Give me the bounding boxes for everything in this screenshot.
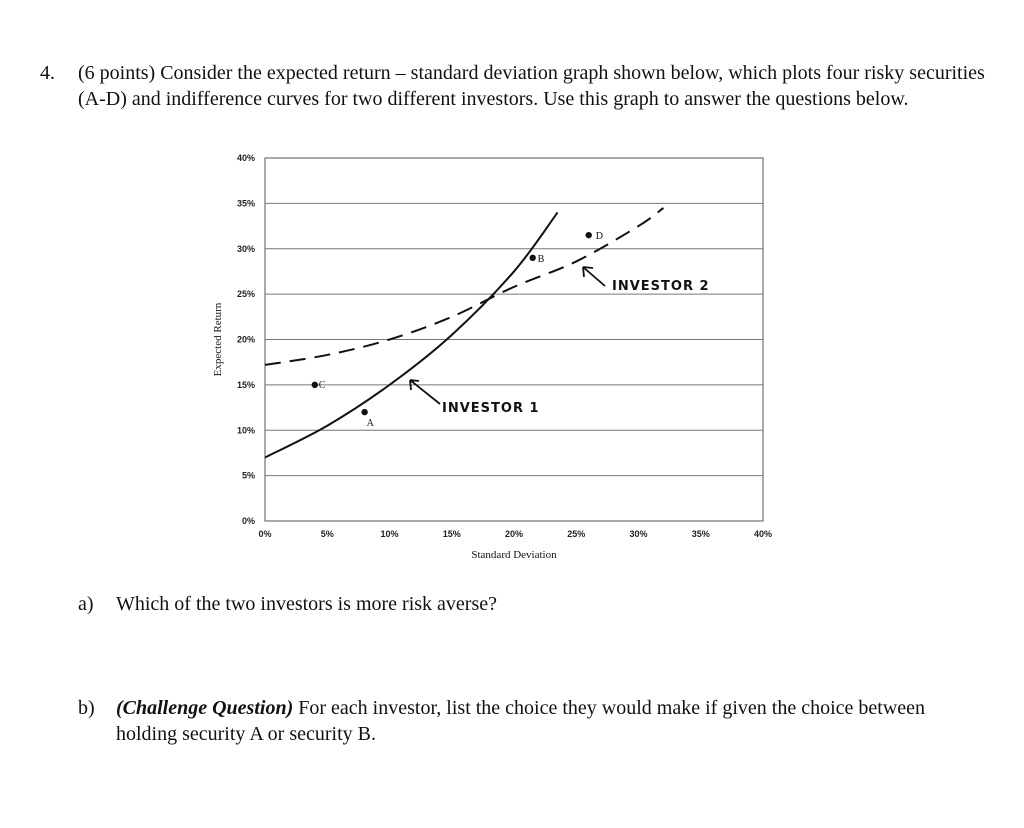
x-tick-label: 10% (380, 529, 399, 539)
x-tick-label: 25% (567, 529, 586, 539)
x-tick-label: 0% (258, 529, 272, 539)
y-axis-title: Expected Return (212, 302, 224, 377)
security-label-d: D (595, 231, 603, 243)
x-tick-label: 20% (504, 529, 524, 539)
x-tick-label: 5% (320, 529, 334, 539)
y-tick-label: 30% (236, 243, 255, 254)
part-b-text: For each investor, list the choice they would make if given the choice between holding security A or security B. (116, 697, 926, 745)
y-tick-label: 10% (236, 425, 255, 436)
y-tick-label: 15% (236, 379, 255, 390)
question-number: 4. (40, 62, 55, 84)
x-tick-label: 40% (753, 529, 773, 539)
y-tick-label: 40% (236, 153, 255, 163)
x-tick-label: 35% (691, 529, 710, 539)
part-b-question (116, 695, 976, 747)
security-point-c (312, 382, 318, 388)
y-tick-label: 35% (236, 198, 255, 209)
indifference-curve-2 (265, 208, 663, 365)
x-tick-label: 30% (629, 529, 648, 539)
security-label-c: C (318, 379, 326, 391)
challenge-label: (Challenge Question) (116, 697, 294, 719)
security-point-a (361, 409, 367, 415)
part-b-label: b) (78, 697, 95, 719)
x-tick-label: 15% (442, 529, 461, 539)
security-label-b: B (537, 253, 545, 265)
investor-2-arrow (583, 267, 605, 286)
investor-1-annotation: INVESTOR 1 (442, 401, 540, 416)
security-point-d (586, 232, 592, 238)
part-a-question: Which of the two investors is more risk averse? (116, 593, 498, 615)
y-tick-label: 20% (236, 334, 255, 345)
y-tick-label: 25% (236, 289, 255, 300)
investor-1-arrow (410, 380, 440, 404)
x-axis-title: Standard Deviation (471, 549, 557, 561)
investor-2-annotation: INVESTOR 2 (612, 279, 710, 294)
y-tick-label: 5% (241, 470, 255, 481)
part-a-label: a) (78, 593, 94, 615)
security-point-b (529, 255, 535, 261)
question-text: (6 points) Consider the expected return – standard deviation graph shown below, which plots four risky securities (A-D) and indifference curves for two different investors. Use this graph to answer the questions below. (78, 62, 985, 110)
y-tick-label: 0% (241, 516, 255, 526)
security-label-a: A (366, 418, 374, 430)
